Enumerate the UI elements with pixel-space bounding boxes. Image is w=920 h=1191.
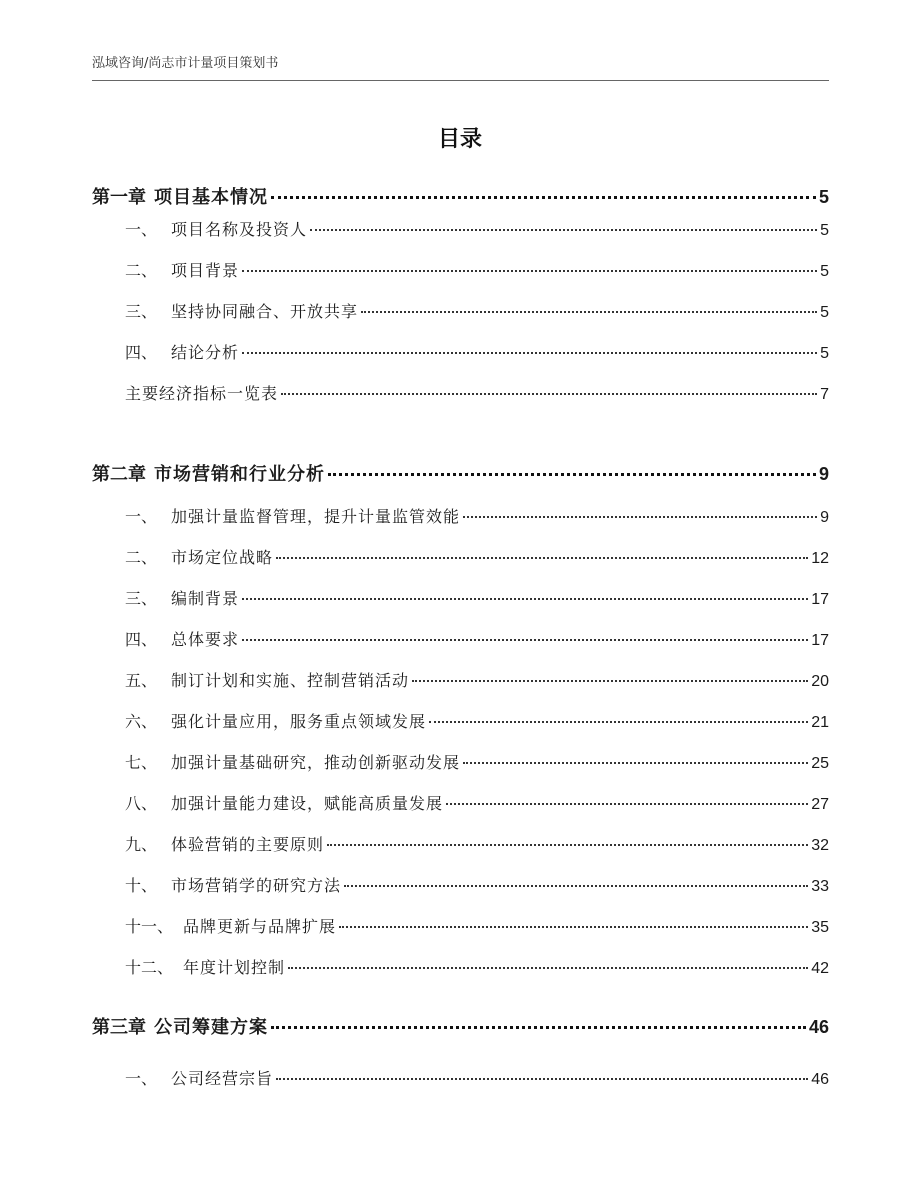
toc-page-number: 46	[811, 1071, 829, 1088]
dot-leader	[276, 1078, 808, 1080]
toc-entry[interactable]	[92, 873, 829, 899]
toc-label: 市场营销学的研究方法	[171, 876, 342, 895]
toc-page-number: 27	[811, 796, 829, 813]
dot-leader	[271, 1026, 806, 1029]
toc-number: 八、	[125, 794, 158, 813]
toc-page-number: 17	[811, 591, 829, 608]
toc-page-number: 12	[811, 550, 829, 567]
header-divider	[92, 80, 829, 81]
dot-leader	[463, 516, 817, 518]
toc-label: 总体要求	[171, 630, 240, 649]
toc-page-number: 25	[811, 755, 829, 772]
toc-number: 一、	[125, 1069, 158, 1088]
toc-number: 十一、	[125, 917, 174, 936]
toc-page-number: 5	[820, 345, 829, 362]
dot-leader	[242, 598, 808, 600]
toc-entry[interactable]	[92, 914, 829, 940]
toc-number: 二、	[125, 261, 158, 280]
toc-number: 七、	[125, 753, 158, 772]
toc-page-number: 35	[811, 919, 829, 936]
toc-label: 市场营销和行业分析	[154, 464, 325, 485]
toc-label: 项目名称及投资人	[171, 220, 308, 239]
toc-label: 项目基本情况	[154, 187, 268, 208]
dot-leader	[429, 721, 808, 723]
toc-entry[interactable]	[92, 381, 829, 407]
toc-page-number: 33	[811, 878, 829, 895]
toc-label: 体验营销的主要原则	[171, 835, 325, 854]
toc-label: 主要经济指标一览表	[125, 384, 279, 403]
toc-number: 六、	[125, 712, 158, 731]
toc-page-number: 46	[808, 1017, 829, 1037]
toc-number: 一、	[125, 220, 158, 239]
toc-number: 四、	[125, 630, 158, 649]
toc-entry[interactable]	[92, 258, 829, 284]
dot-leader	[310, 229, 817, 231]
toc-label: 公司经营宗旨	[171, 1069, 274, 1088]
toc-number: 第三章	[92, 1017, 146, 1038]
toc-entry[interactable]	[92, 217, 829, 243]
dot-leader	[288, 967, 808, 969]
toc-label: 制订计划和实施、控制营销活动	[171, 671, 410, 690]
dot-leader	[339, 926, 808, 928]
toc-entry[interactable]	[92, 750, 829, 776]
toc-page-number: 9	[820, 509, 829, 526]
toc-page-number: 42	[811, 960, 829, 977]
toc-label: 坚持协同融合、开放共享	[171, 302, 359, 321]
toc-page-number: 20	[811, 673, 829, 690]
toc-label: 加强计量监督管理，提升计量监管效能	[171, 507, 461, 526]
toc-number: 四、	[125, 343, 158, 362]
dot-leader	[242, 639, 808, 641]
dot-leader	[281, 393, 817, 395]
toc-label: 强化计量应用，服务重点领域发展	[171, 712, 427, 731]
toc-label: 加强计量基础研究，推动创新驱动发展	[171, 753, 461, 772]
dot-leader	[344, 885, 808, 887]
toc-entry[interactable]	[92, 504, 829, 530]
toc-label: 编制背景	[171, 589, 240, 608]
toc-label: 结论分析	[171, 343, 240, 362]
toc-number: 二、	[125, 548, 158, 567]
toc-entry[interactable]	[92, 709, 829, 735]
toc-number: 五、	[125, 671, 158, 690]
toc-page-number: 9	[818, 464, 829, 484]
toc-label: 公司筹建方案	[154, 1017, 268, 1038]
toc-chapter-3[interactable]	[92, 1013, 829, 1039]
dot-leader	[446, 803, 808, 805]
toc-entry[interactable]	[92, 1066, 829, 1092]
toc-page-number: 21	[811, 714, 829, 731]
toc-number: 第一章	[92, 187, 146, 208]
toc-page-number: 7	[820, 386, 829, 403]
dot-leader	[242, 270, 817, 272]
dot-leader	[242, 352, 817, 354]
toc-page-number: 5	[818, 187, 829, 207]
toc-label: 加强计量能力建设，赋能高质量发展	[171, 794, 444, 813]
dot-leader	[463, 762, 808, 764]
toc-number: 十、	[125, 876, 158, 895]
toc-entry[interactable]	[92, 627, 829, 653]
toc-label: 项目背景	[171, 261, 240, 280]
dot-leader	[327, 844, 808, 846]
dot-leader	[276, 557, 808, 559]
toc-number: 第二章	[92, 464, 146, 485]
dot-leader	[361, 311, 817, 313]
toc-entry[interactable]	[92, 832, 829, 858]
toc-number: 三、	[125, 589, 158, 608]
toc-number: 三、	[125, 302, 158, 321]
toc-entry[interactable]	[92, 668, 829, 694]
dot-leader	[328, 473, 816, 476]
toc-entry[interactable]	[92, 545, 829, 571]
toc-page-number: 5	[820, 222, 829, 239]
dot-leader	[271, 196, 816, 199]
dot-leader	[412, 680, 808, 682]
toc-page-number: 5	[820, 263, 829, 280]
running-header: 泓域咨询/尚志市计量项目策划书	[92, 56, 279, 71]
toc-label: 品牌更新与品牌扩展	[183, 917, 337, 936]
toc-entry[interactable]	[92, 791, 829, 817]
toc-page-number: 32	[811, 837, 829, 854]
toc-chapter-1[interactable]	[92, 183, 829, 209]
toc-label: 市场定位战略	[171, 548, 274, 567]
toc-number: 九、	[125, 835, 158, 854]
toc-label: 年度计划控制	[183, 958, 286, 977]
toc-entry[interactable]	[92, 586, 829, 612]
toc-entry[interactable]	[92, 299, 829, 325]
toc-number: 一、	[125, 507, 158, 526]
toc-entry[interactable]	[92, 955, 829, 981]
toc-entry[interactable]	[92, 340, 829, 366]
page-title: 目录	[437, 127, 482, 152]
toc-number: 十二、	[125, 958, 174, 977]
toc-page-number: 5	[820, 304, 829, 321]
toc-chapter-2[interactable]	[92, 460, 829, 486]
toc-page-number: 17	[811, 632, 829, 649]
